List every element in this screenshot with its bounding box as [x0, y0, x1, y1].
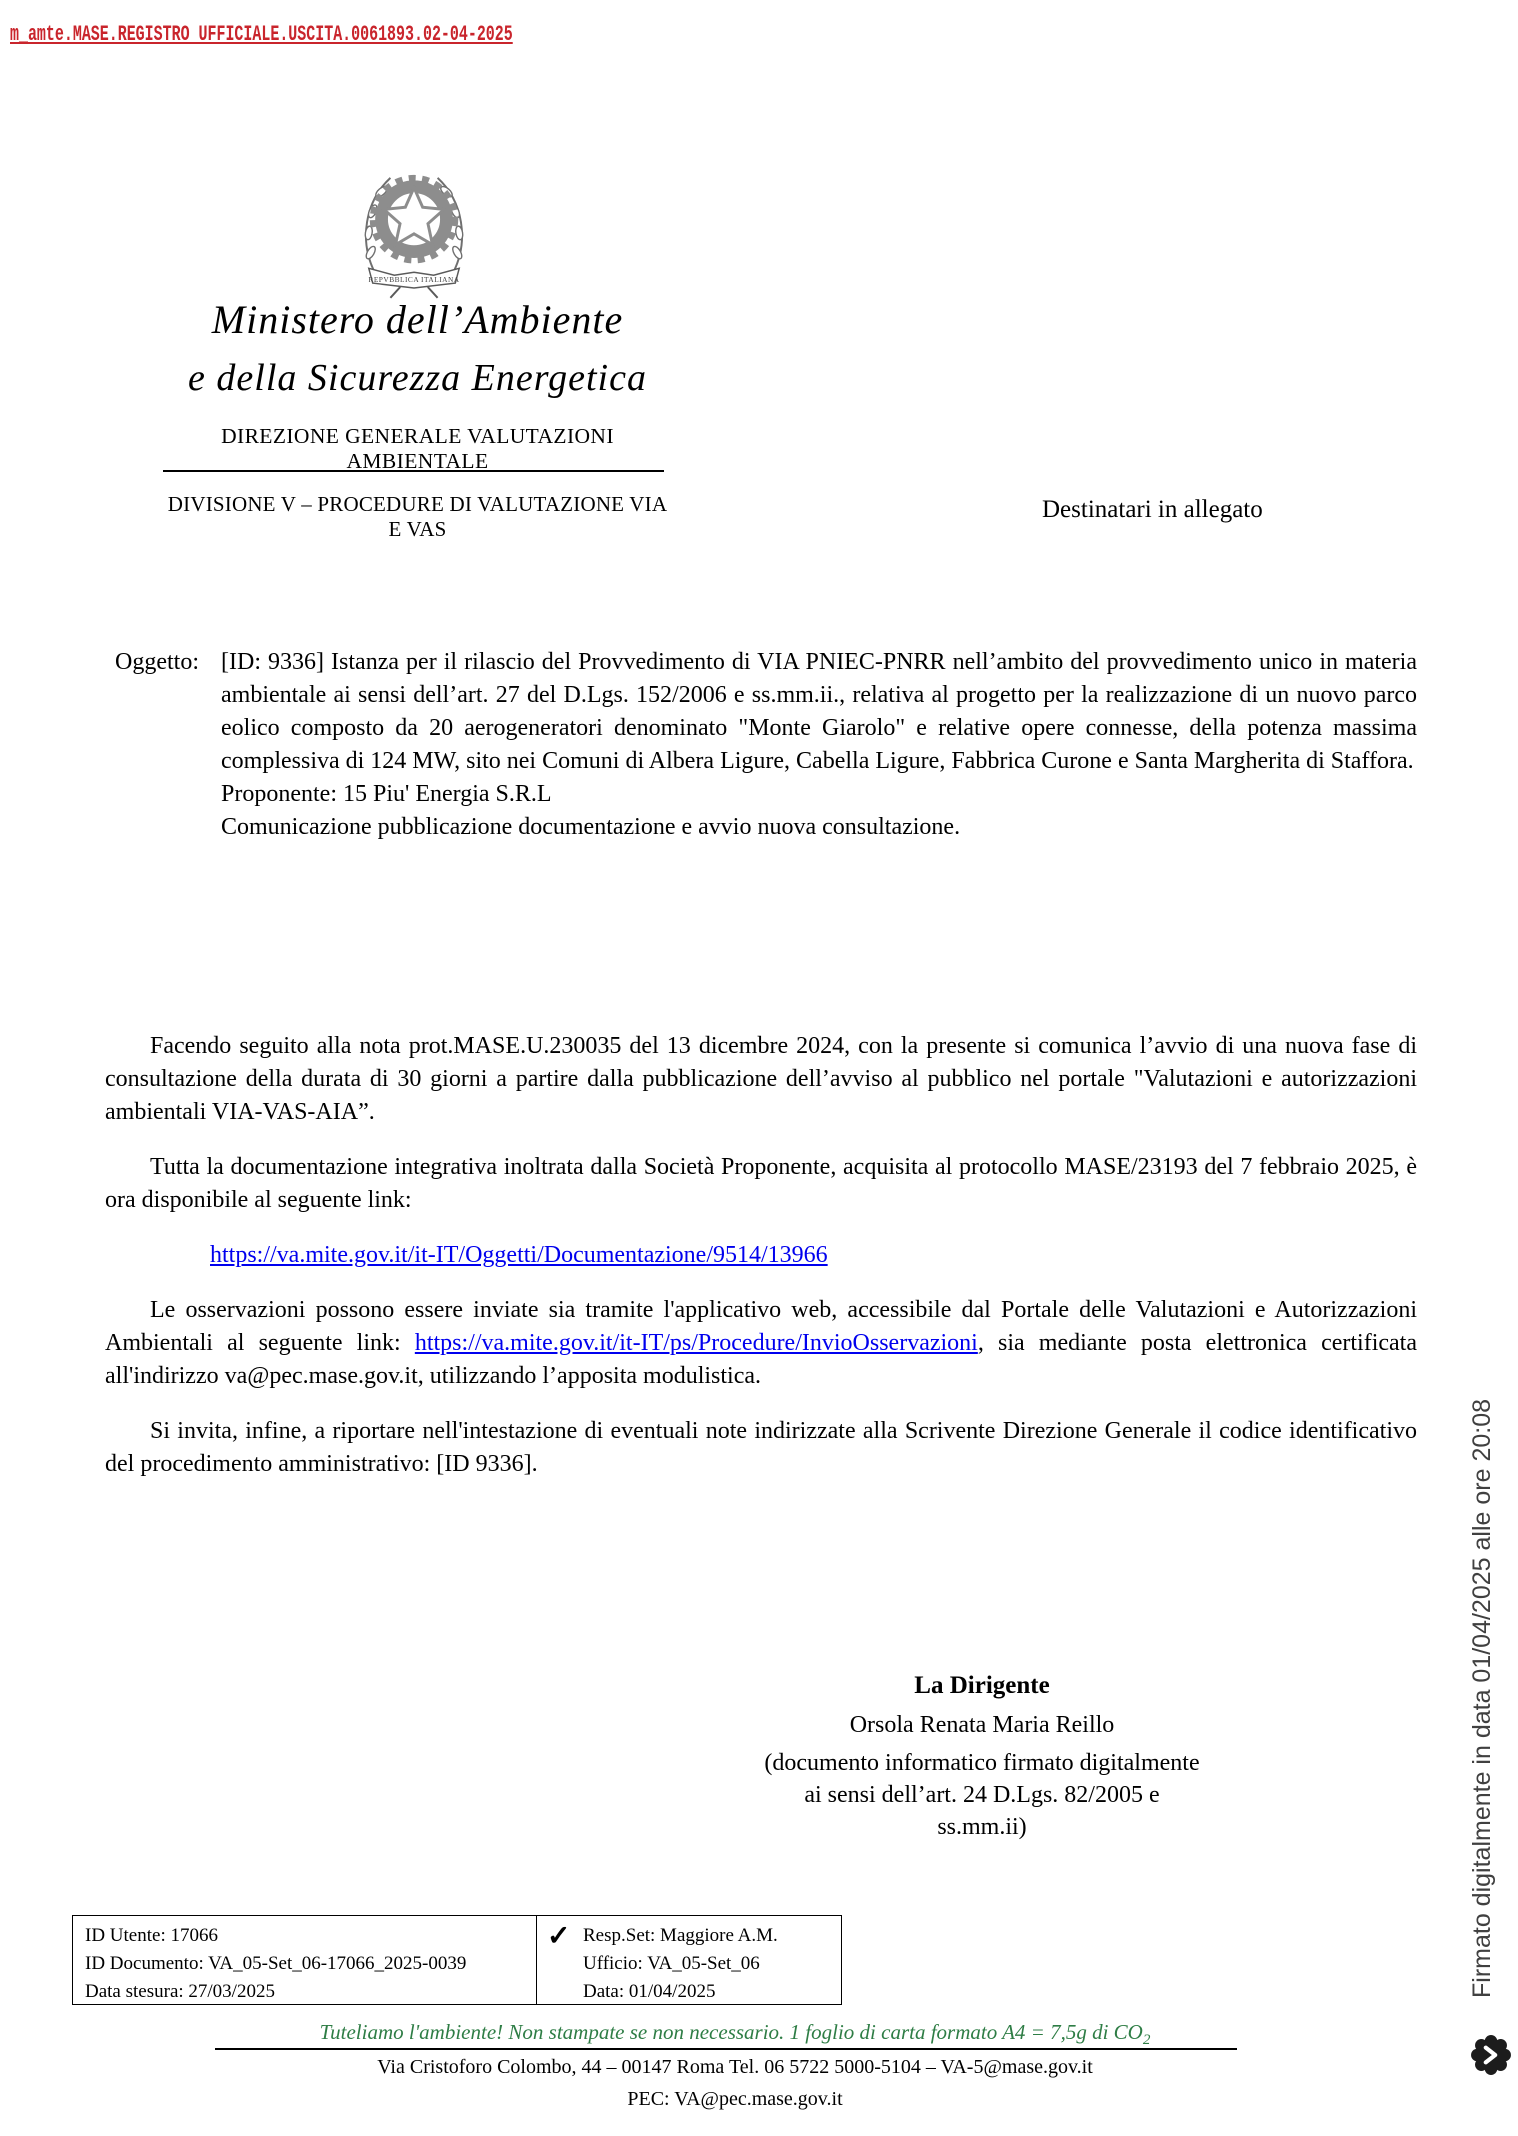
letter-body — [105, 1030, 1417, 1503]
observations-text-after: , sia mediante posta elettronica certificata all'indirizzo va@pec.mase.gov.it, utilizzando l’apposita modulistica. — [105, 1330, 1418, 1389]
subject-label: Oggetto: — [115, 649, 199, 675]
subject-block — [115, 646, 1417, 844]
signer-role: La Dirigente — [914, 1672, 1050, 1699]
id-utente: ID Utente: 17066 — [85, 1925, 218, 1946]
paragraph-documentation: Tutta la documentazione integrativa inoltrata dalla Società Proponente, acquisita al protocollo MASE/23193 del 7 febbraio 2025, è ora disponibile al seguente link: — [105, 1154, 1417, 1213]
header-divider — [163, 470, 664, 472]
italian-republic-emblem-icon — [355, 158, 473, 305]
data-stesura: Data stesura: 27/03/2025 — [85, 1981, 275, 2002]
eco-note — [160, 2020, 1310, 2049]
recipients-note: Destinatari in allegato — [1042, 496, 1263, 523]
subject-text: [ID: 9336] Istanza per il rilascio del Provvedimento di VIA PNIEC-PNRR nell’ambito del provvedimento unico in materia ambientale ai sensi dell’art. 27 del D.Lgs. 152/2006 e ss.mm.ii., relativa al progetto per la realizzazione di un nuovo parco eolico composto da 20 aerogeneratori denominato "Monte Giarolo" e relative opere connesse, della potenza massima complessiva di 124 MW, sito nei Comuni di Albera Ligure, Cabella Ligure, Fabbrica Curone e Santa Margherita di Staffora. — [221, 649, 1417, 774]
svg-text:REPVBBLICA ITALIANA: REPVBBLICA ITALIANA — [368, 275, 460, 285]
ministry-name-line1: Ministero dell’Ambiente — [211, 297, 624, 342]
paragraph-consultation: Facendo seguito alla nota prot.MASE.U.230035 del 13 dicembre 2024, con la presente si comunica l’avvio di una nuova fase di consultazione della durata di 30 giorni a partire dalla pubblicazione dell’avviso al pubblico nel portale "Valutazioni e autorizzazioni ambientali VIA-VAS-AIA”. — [105, 1033, 1417, 1125]
digital-signature-seal-icon — [1470, 2034, 1512, 2081]
subject-content — [221, 646, 1417, 844]
id-documento: ID Documento: VA_05-Set_06-17066_2025-0039 — [85, 1953, 467, 1974]
protocol-info-left-cell — [73, 1916, 537, 2004]
documentation-link[interactable]: https://va.mite.gov.it/it-IT/Oggetti/Documentazione/9514/13966 — [210, 1242, 828, 1268]
digital-signature-note-line1: (documento informatico firmato digitalmente — [764, 1750, 1200, 1776]
direzione-generale-label: DIREZIONE GENERALE VALUTAZIONI AMBIENTALE — [221, 424, 614, 473]
digital-signature-timestamp: Firmato digitalmente in data 01/04/2025 alle ore 20:08 — [1468, 1399, 1496, 1998]
data-firma: Data: 01/04/2025 — [583, 1981, 716, 2002]
subject-comunicazione: Comunicazione pubblicazione documentazione e avvio nuova consultazione. — [221, 814, 961, 840]
checkmark-icon: ✓ — [547, 1921, 571, 1952]
protocol-info-right-cell — [537, 1916, 841, 2004]
ministry-name-line2: e della Sicurezza Energetica — [188, 357, 647, 399]
paragraph-procedure-id: Si invita, infine, a riportare nell'intestazione di eventuali note indirizzate alla Scrivente Direzione Generale il codice identificativo del procedimento amministrativo: [ID 9336]. — [105, 1418, 1417, 1477]
resp-set: Resp.Set: Maggiore A.M. — [583, 1925, 778, 1946]
divisione-label: DIVISIONE V – PROCEDURE DI VALUTAZIONE VIA E VAS — [167, 492, 668, 541]
eco-note-text: Tuteliamo l'ambiente! Non stampate se non necessario. 1 foglio di carta formato A4 = 7,5g di CO — [319, 2020, 1143, 2044]
ufficio: Ufficio: VA_05-Set_06 — [583, 1953, 760, 1974]
signer-name: Orsola Renata Maria Reillo — [849, 1712, 1115, 1738]
protocol-stamp: m_amte.MASE.REGISTRO UFFICIALE.USCITA.0061893.02-04-2025 — [10, 22, 513, 47]
observations-link[interactable]: https://va.mite.gov.it/it-IT/ps/Procedure/InvioOsservazioni — [414, 1330, 978, 1356]
footer-divider — [215, 2048, 1237, 2050]
eco-note-subscript: 2 — [1142, 2032, 1151, 2049]
observations-text-before: Le osservazioni possono essere inviate sia tramite l'applicativo web, accessibile dal Portale delle Valutazioni e Autorizzazioni Ambientali al seguente link: — [105, 1297, 1417, 1356]
protocol-info-table — [72, 1915, 842, 2005]
subject-proponente: Proponente: 15 Piu' Energia S.R.L — [221, 781, 552, 807]
office-address: Via Cristoforo Colombo, 44 – 00147 Roma Tel. 06 5722 5000-5104 – VA-5@mase.gov.it — [377, 2056, 1093, 2078]
signature-block — [762, 1672, 1202, 1843]
paragraph-observations — [105, 1294, 1417, 1393]
pec-address: PEC: VA@pec.mase.gov.it — [627, 2088, 843, 2110]
digital-signature-note-line2: ai sensi dell’art. 24 D.Lgs. 82/2005 e ss.mm.ii) — [804, 1782, 1160, 1840]
digital-signature-note — [762, 1747, 1202, 1843]
